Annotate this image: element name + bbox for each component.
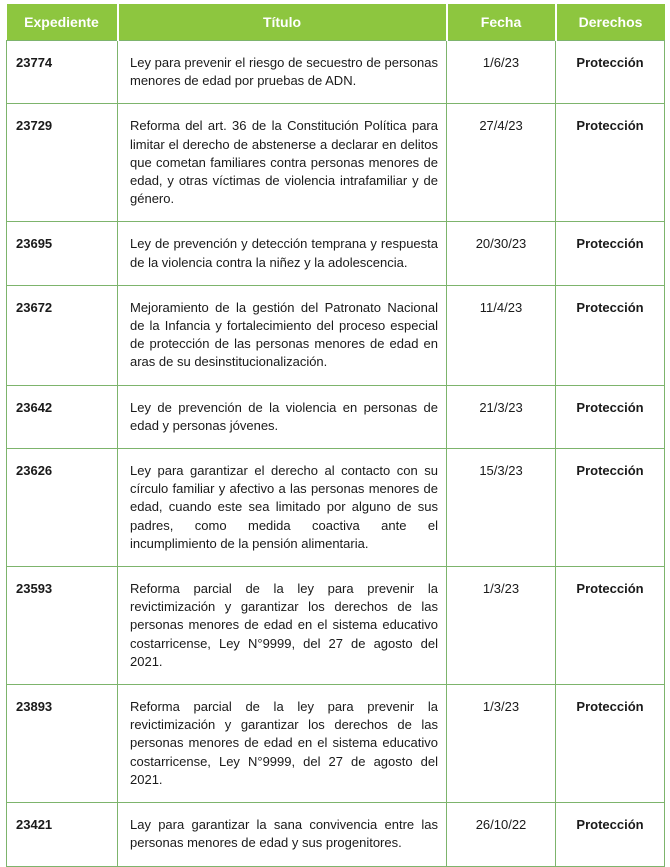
cell-derechos: Protección xyxy=(556,41,665,104)
cell-expediente: 23421 xyxy=(7,803,118,866)
cell-expediente: 23593 xyxy=(7,567,118,685)
cell-expediente: 23893 xyxy=(7,685,118,803)
cell-derechos: Protección xyxy=(556,685,665,803)
cell-derechos: Protección xyxy=(556,567,665,685)
table-row xyxy=(7,222,665,285)
bills-table xyxy=(6,4,665,867)
cell-expediente: 23729 xyxy=(7,104,118,222)
cell-titulo: Lay para garantizar la sana convivencia entre las personas menores de edad y sus progenitores. xyxy=(118,803,447,866)
cell-expediente: 23695 xyxy=(7,222,118,285)
cell-derechos: Protección xyxy=(556,449,665,567)
cell-titulo: Ley de prevención y detección temprana y respuesta de la violencia contra la niñez y la adolescencia. xyxy=(118,222,447,285)
cell-titulo: Reforma parcial de la ley para prevenir la revictimización y garantizar los derechos de las personas menores de edad en el sistema educativo costarricense, Ley N°9999, del 27 de agosto del 2021. xyxy=(118,685,447,803)
header-titulo: Título xyxy=(118,4,447,41)
cell-titulo: Ley de prevención de la violencia en personas de edad y personas jóvenes. xyxy=(118,385,447,448)
cell-fecha: 26/10/22 xyxy=(447,803,556,866)
cell-fecha: 21/3/23 xyxy=(447,385,556,448)
cell-fecha: 1/6/23 xyxy=(447,41,556,104)
cell-expediente: 23672 xyxy=(7,285,118,385)
cell-derechos: Protección xyxy=(556,104,665,222)
table-row xyxy=(7,803,665,866)
cell-titulo: Mejoramiento de la gestión del Patronato Nacional de la Infancia y fortalecimiento del proceso especial de protección de las personas menores de edad en aras de su desinstitucionalización. xyxy=(118,285,447,385)
table-row xyxy=(7,385,665,448)
cell-titulo: Reforma del art. 36 de la Constitución Política para limitar el derecho de abstenerse a declarar en delitos que cometan familiares contra personas menores de edad, y otras víctimas de violencia intrafamiliar y de género. xyxy=(118,104,447,222)
table-row xyxy=(7,685,665,803)
table-row xyxy=(7,449,665,567)
cell-fecha: 15/3/23 xyxy=(447,449,556,567)
cell-derechos: Protección xyxy=(556,385,665,448)
table-row xyxy=(7,567,665,685)
table-row xyxy=(7,285,665,385)
cell-derechos: Protección xyxy=(556,803,665,866)
cell-titulo: Ley para garantizar el derecho al contacto con su círculo familiar y afectivo a las personas menores de edad, cuando este sea limitado por alguno de sus padres, como medida coactiva ante el incumplimiento de la pensión alimentaria. xyxy=(118,449,447,567)
cell-fecha: 27/4/23 xyxy=(447,104,556,222)
table-row xyxy=(7,41,665,104)
header-derechos: Derechos xyxy=(556,4,665,41)
cell-titulo: Reforma parcial de la ley para prevenir la revictimización y garantizar los derechos de las personas menores de edad en el sistema educativo costarricense, Ley N°9999, del 27 de agosto del 2021. xyxy=(118,567,447,685)
cell-fecha: 20/30/23 xyxy=(447,222,556,285)
cell-titulo: Ley para prevenir el riesgo de secuestro de personas menores de edad por pruebas de ADN. xyxy=(118,41,447,104)
cell-derechos: Protección xyxy=(556,222,665,285)
table-header-row xyxy=(7,4,665,41)
cell-fecha: 1/3/23 xyxy=(447,685,556,803)
cell-expediente: 23642 xyxy=(7,385,118,448)
header-expediente: Expediente xyxy=(7,4,118,41)
cell-fecha: 1/3/23 xyxy=(447,567,556,685)
table-row xyxy=(7,104,665,222)
cell-expediente: 23774 xyxy=(7,41,118,104)
cell-derechos: Protección xyxy=(556,285,665,385)
header-fecha: Fecha xyxy=(447,4,556,41)
cell-fecha: 11/4/23 xyxy=(447,285,556,385)
cell-expediente: 23626 xyxy=(7,449,118,567)
